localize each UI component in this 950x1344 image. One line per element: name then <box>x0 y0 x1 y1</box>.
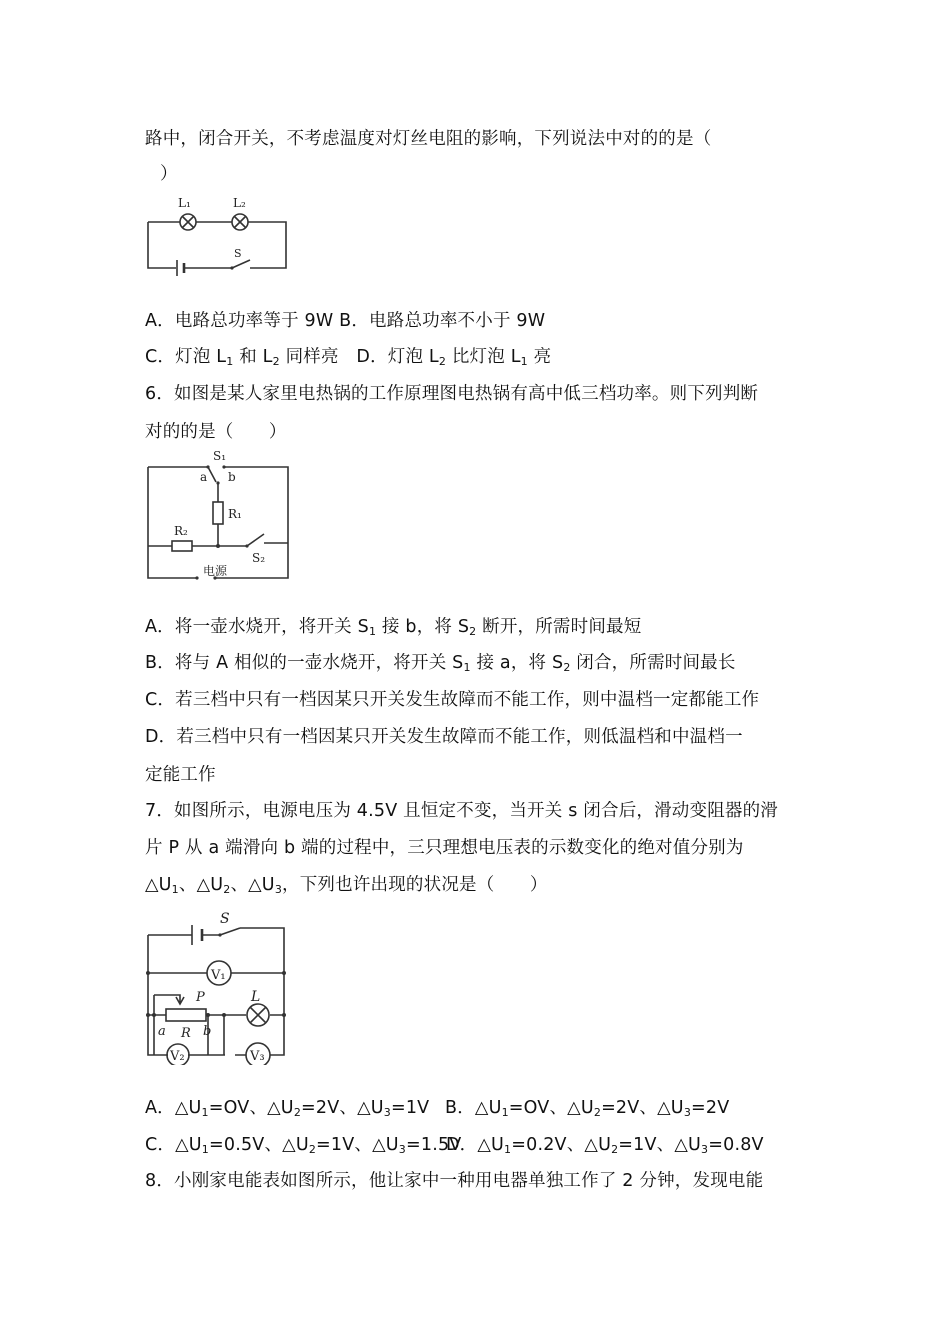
q7-option-d: D．$\triangle U_1=0.2V$、$\triangle U_2=1V$、$\triangle U_3=0.8V$ <box>446 1135 764 1156</box>
q6-fig-label-a: a <box>200 470 208 484</box>
q7-fig-label-v3: V₃ <box>250 1049 265 1064</box>
q6-fig-label-source: 电源 <box>203 564 228 578</box>
q8-stem-line1: 8．小刚家电能表如图所示，他让家中一种用电器单独工作了 2 分钟，发现电能 <box>145 1171 764 1191</box>
q5-options-ab: A．电路总功率等于 9W B．电路总功率不小于 9W <box>145 311 546 331</box>
q7-option-b: B．$\triangle U_1=OV$、$\triangle U_2=2V$、$\triangle U_3=2V$ <box>445 1098 730 1119</box>
q5-fig-label-l1: L₁ <box>178 196 191 210</box>
q6-option-a: A．将一壶水烧开，将开关 $S_1$ 接 b，将 $S_2$ 断开，所需时间最短 <box>145 617 642 638</box>
q7-fig-label-v2: V₂ <box>170 1049 185 1064</box>
q7-option-c: C．$\triangle U_1=0.5V$、$\triangle U_2=1V$、$\triangle U_3=1.5V$ <box>145 1135 462 1156</box>
q6-circuit-diagram <box>140 450 300 585</box>
q5-circuit-diagram <box>140 190 310 280</box>
q5-stem-line2: ） <box>160 164 178 184</box>
q7-stem-line3: $\triangle U_1$、$\triangle U_2$、$\triangle U_3$，下列也许出现的状况是（ ） <box>145 875 548 896</box>
q5-stem-line1: 路中，闭合开关，不考虑温度对灯丝电阻的影响，下列说法中对的的是（ <box>145 129 712 149</box>
q6-option-b: B．将与 A 相似的一壶水烧开，将开关 $S_1$ 接 a，将 $S_2$ 闭合，所需时间最长 <box>145 653 736 674</box>
q7-fig-label-v1: V₁ <box>211 968 226 983</box>
q7-option-a: A．$\triangle U_1=OV$、$\triangle U_2=2V$、$\triangle U_3=1V$ <box>145 1098 430 1119</box>
q6-stem-line2: 对的的是（ ） <box>145 422 287 442</box>
q7-fig-label-s: S <box>220 911 230 927</box>
q6-fig-label-r2: R₂ <box>174 524 188 538</box>
q6-stem-line1: 6．如图是某人家里电热锅的工作原理图电热锅有高中低三档功率。则下列判断 <box>145 384 759 404</box>
q6-fig-label-s2: S₂ <box>252 551 266 565</box>
q7-stem-line1: 7．如图所示，电源电压为 4.5V 且恒定不变，当开关 s 闭合后，滑动变阻器的滑 <box>145 801 779 821</box>
q6-option-d-line1: D．若三档中只有一档因某只开关发生故障而不能工作，则低温档和中温档一 <box>145 727 743 747</box>
q7-circuit-diagram <box>140 905 300 1065</box>
q7-fig-label-l: L <box>251 989 261 1005</box>
q6-fig-label-r1: R₁ <box>228 507 242 521</box>
q6-fig-label-b: b <box>228 470 236 484</box>
q7-fig-label-p: P <box>196 990 205 1005</box>
q5-options-cd: C．灯泡 $L_1$ 和 $L_2$ 同样亮 D．灯泡 $L_2$ 比灯泡 $L_1$ 亮 <box>145 347 552 368</box>
q5-fig-label-l2: L₂ <box>233 196 246 210</box>
q6-option-d-line2: 定能工作 <box>145 765 216 785</box>
q5-fig-label-s: S <box>234 247 242 260</box>
q6-option-c: C．若三档中只有一档因某只开关发生故障而不能工作，则中温档一定都能工作 <box>145 690 760 710</box>
q7-fig-label-b: b <box>203 1024 212 1039</box>
q6-fig-label-s1: S₁ <box>213 450 227 463</box>
q7-stem-line2: 片 P 从 a 端滑向 b 端的过程中，三只理想电压表的示数变化的绝对值分别为 <box>145 838 744 858</box>
q7-fig-label-a: a <box>158 1024 166 1039</box>
q7-fig-label-r: R <box>181 1026 191 1041</box>
